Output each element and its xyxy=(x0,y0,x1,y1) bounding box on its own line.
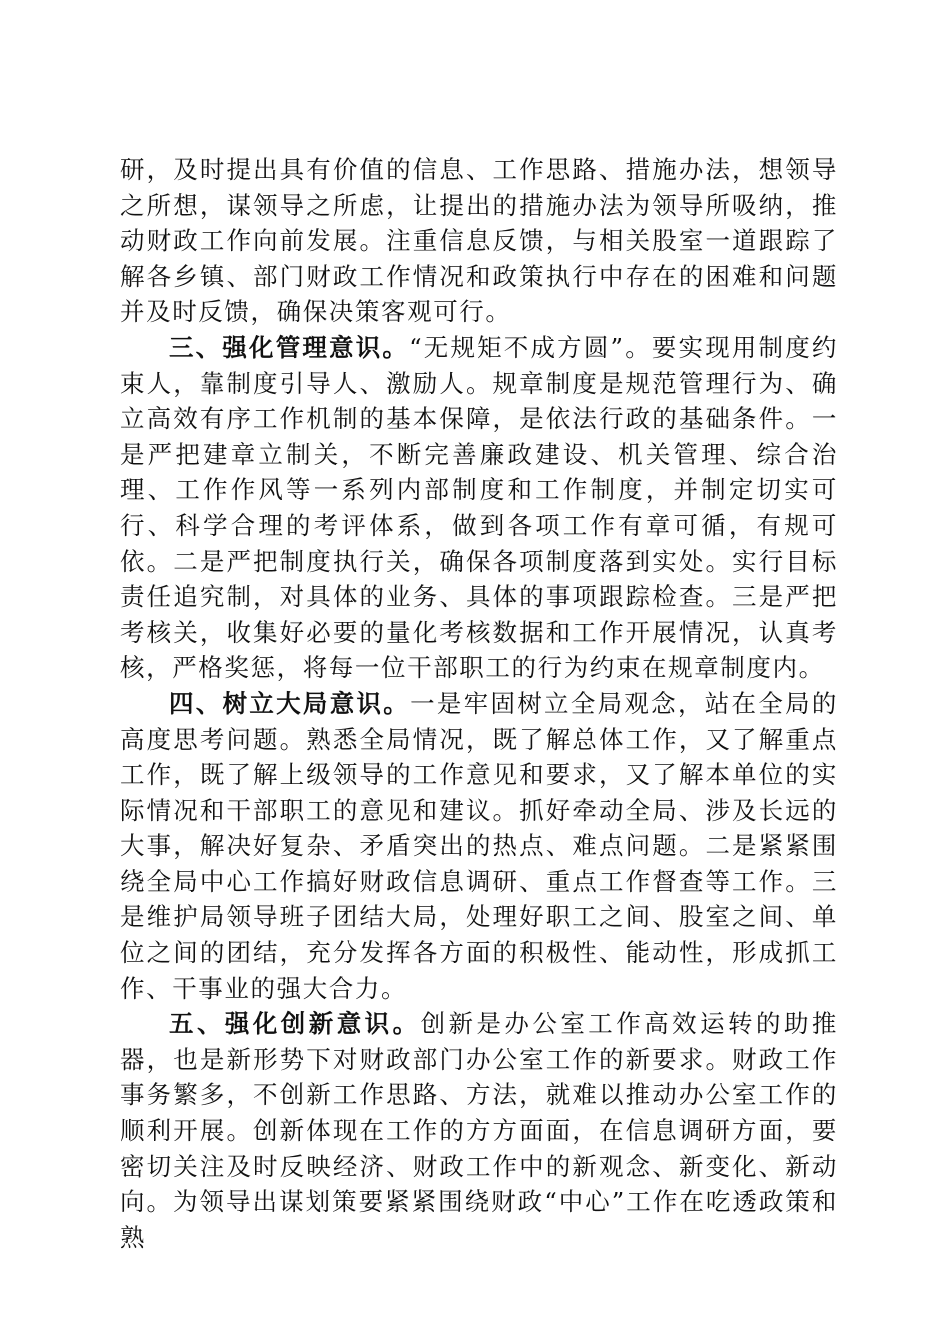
paragraph-text: “无规矩不成方圆”。要实现用制度约束人，靠制度引导人、激励人。规章制度是规范管理行为、确立高效有序工作机制的基本保障，是依法行政的基础条件。一是严把建章立制关，不断完善廉政建设、机关管理、综合治理、工作作风等一系列内部制度和工作制度，并制定切实可行、科学合理的考评体系，做到各项工作有章可循，有规可依。二是严把制度执行关，确保各项制度落到实处。实行目标责任追究制，对具体的业务、具体的事项跟踪检查。三是严把考核关，收集好必要的量化考核数据和工作开展情况，认真考核，严格奖惩，将每一位干部职工的行为约束在规章制度内。 xyxy=(120,332,839,683)
paragraph-management-awareness xyxy=(120,330,838,686)
paragraph-text: 创新是办公室工作高效运转的助推器，也是新形势下对财政部门办公室工作的新要求。财政工作事务繁多，不创新工作思路、方法，就难以推动办公室工作的顺利开展。创新体现在工作的方方面面，在信息调研方面，要密切关注及时反映经济、财政工作中的新观念、新变化、新动向。为领导出谋划策要紧紧围绕财政“中心”工作在吃透政策和熟 xyxy=(120,1009,839,1252)
section-heading-four: 四、树立大局意识。 xyxy=(169,688,411,718)
document-body xyxy=(120,152,838,1255)
section-heading-five: 五、强化创新意识。 xyxy=(169,1009,421,1039)
paragraph-continuation xyxy=(120,152,838,330)
paragraph-overall-awareness xyxy=(120,686,838,1006)
paragraph-text: 研，及时提出具有价值的信息、工作思路、措施办法，想领导之所想，谋领导之所虑，让提出的措施办法为领导所吸纳，推动财政工作向前发展。注重信息反馈，与相关股室一道跟踪了解各乡镇、部门财政工作情况和政策执行中存在的困难和问题并及时反馈，确保决策客观可行。 xyxy=(120,155,838,327)
section-heading-three: 三、强化管理意识。 xyxy=(169,332,410,362)
paragraph-text: 一是牢固树立全局观念，站在全局的高度思考问题。熟悉全局情况，既了解总体工作，又了解重点工作，既了解上级领导的工作意见和要求，又了解本单位的实际情况和干部职工的意见和建议。抓好牵动全局、涉及长远的大事，解决好复杂、矛盾突出的热点、难点问题。二是紧紧围绕全局中心工作搞好财政信息调研、重点工作督查等工作。三是维护局领导班子团结大局，处理好职工之间、股室之间、单位之间的团结，充分发挥各方面的积极性、能动性，形成抓工作、干事业的强大合力。 xyxy=(120,688,838,1003)
paragraph-innovation-awareness xyxy=(120,1006,838,1255)
